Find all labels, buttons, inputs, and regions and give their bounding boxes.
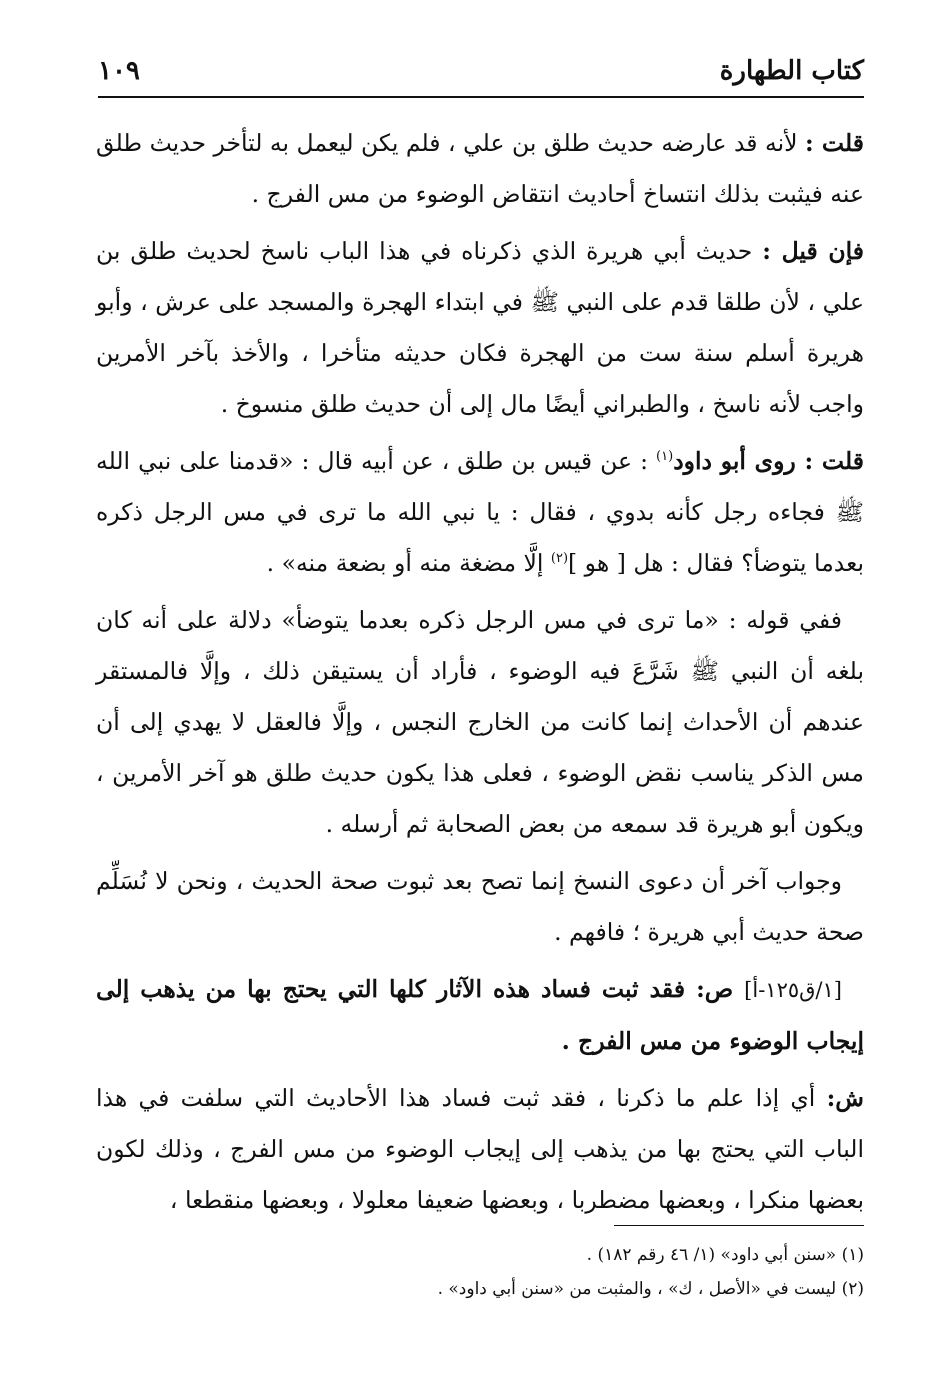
matn-text: ص: فقد ثبت فساد هذه الآثار كلها التي يحتج بها من يذهب إلى إيجاب الوضوء من مس الفرج .: [96, 975, 864, 1055]
manuscript-reference: [١/ق١٢٥-أ]: [744, 978, 842, 1002]
paragraph-6-matn: [96, 964, 864, 1067]
paragraph-text: أي إذا علم ما ذكرنا ، فقد ثبت فساد هذا الأحاديث التي سلفت في هذا الباب التي يحتج بها من يذهب إلى إيجاب الوضوء من مس الفرج ، وذلك لكون بعضها منكرا ، وبعضها مضطربا ، وبعضها ضعيفا معلولا ، وبعضها منقطعا ،: [96, 1084, 864, 1214]
running-header: [98, 52, 864, 98]
paragraph-text: حديث أبي هريرة الذي ذكرناه في هذا الباب ناسخ لحديث طلق بن علي ، لأن طلقا قدم على النبي ﷺ في ابتداء الهجرة والمسجد على عرش ، وأبو هريرة أسلم سنة ست من الهجرة فكان حديثه متأخرا ، والأخذ بآخر الأمرين واجب لأنه ناسخ ، والطبراني أيضًا مال إلى أن حديث طلق منسوخ .: [96, 237, 864, 418]
footnote-marker-1: (١): [656, 449, 674, 465]
footnote-2: (٢) ليست في «الأصل ، ك» ، والمثبت من «سنن أبي داود» .: [437, 1279, 864, 1299]
paragraph-text: وجواب آخر أن دعوى النسخ إنما تصح بعد ثبوت صحة الحديث ، ونحن لا نُسَلِّم صحة حديث أبي هريرة ؛ فافهم .: [96, 867, 864, 946]
paragraph-3: [96, 436, 864, 589]
paragraph-1: [96, 118, 864, 220]
paragraph-7: [96, 1073, 864, 1226]
footnotes: [96, 1238, 864, 1306]
paragraph-lead: فإن قيل :: [762, 237, 865, 265]
book-title: كتاب الطهارة: [719, 56, 864, 86]
paragraph-2: [96, 226, 864, 430]
paragraph-text: لأنه قد عارضه حديث طلق بن علي ، فلم يكن ليعمل به لتأخر حديث طلق عنه فيثبت بذلك انتساخ أحاديث انتقاض الوضوء من مس الفرج .: [96, 129, 864, 208]
footnote-divider: [614, 1225, 864, 1226]
paragraph-lead: قلت : روى أبو داود: [673, 447, 864, 475]
main-text: [96, 118, 864, 1232]
page-number: ١٠٩: [98, 56, 140, 86]
footnote-marker-2: (٢): [550, 551, 569, 567]
paragraph-text: ففي قوله : «ما ترى في مس الرجل ذكره بعدما يتوضأ» دلالة على أنه كان بلغه أن النبي ﷺ شَرَّعَ فيه الوضوء ، فأراد أن يستيقن ذلك ، وإلَّا فالمستقر عندهم أن الأحداث إنما كانت من الخارج النجس ، وإلَّا فالعقل لا يهدي إلى أن مس الذكر يناسب نقض الوضوء ، فعلى هذا يكون حديث طلق هو آخر الأمرين ، ويكون أبو هريرة قد سمعه من بعض الصحابة ثم أرسله .: [96, 606, 864, 838]
paragraph-text-continued: إلَّا مضغة منه أو بضعة منه» .: [266, 549, 551, 577]
paragraph-lead: ش:: [826, 1084, 864, 1112]
paragraph-5: [96, 856, 864, 958]
paragraph-4: [96, 595, 864, 850]
paragraph-text: : عن قيس بن طلق ، عن أبيه قال : «قدمنا على نبي الله ﷺ فجاءه رجل كأنه بدوي ، فقال : يا نبي الله ما ترى في مس الرجل ذكره بعدما يتوضأ؟ فقال : هل [ هو ]: [96, 447, 864, 577]
footnote-1: (١) «سنن أبي داود» (١/ ٤٦ رقم ١٨٢) .: [586, 1245, 864, 1265]
paragraph-lead: قلت :: [805, 129, 864, 157]
